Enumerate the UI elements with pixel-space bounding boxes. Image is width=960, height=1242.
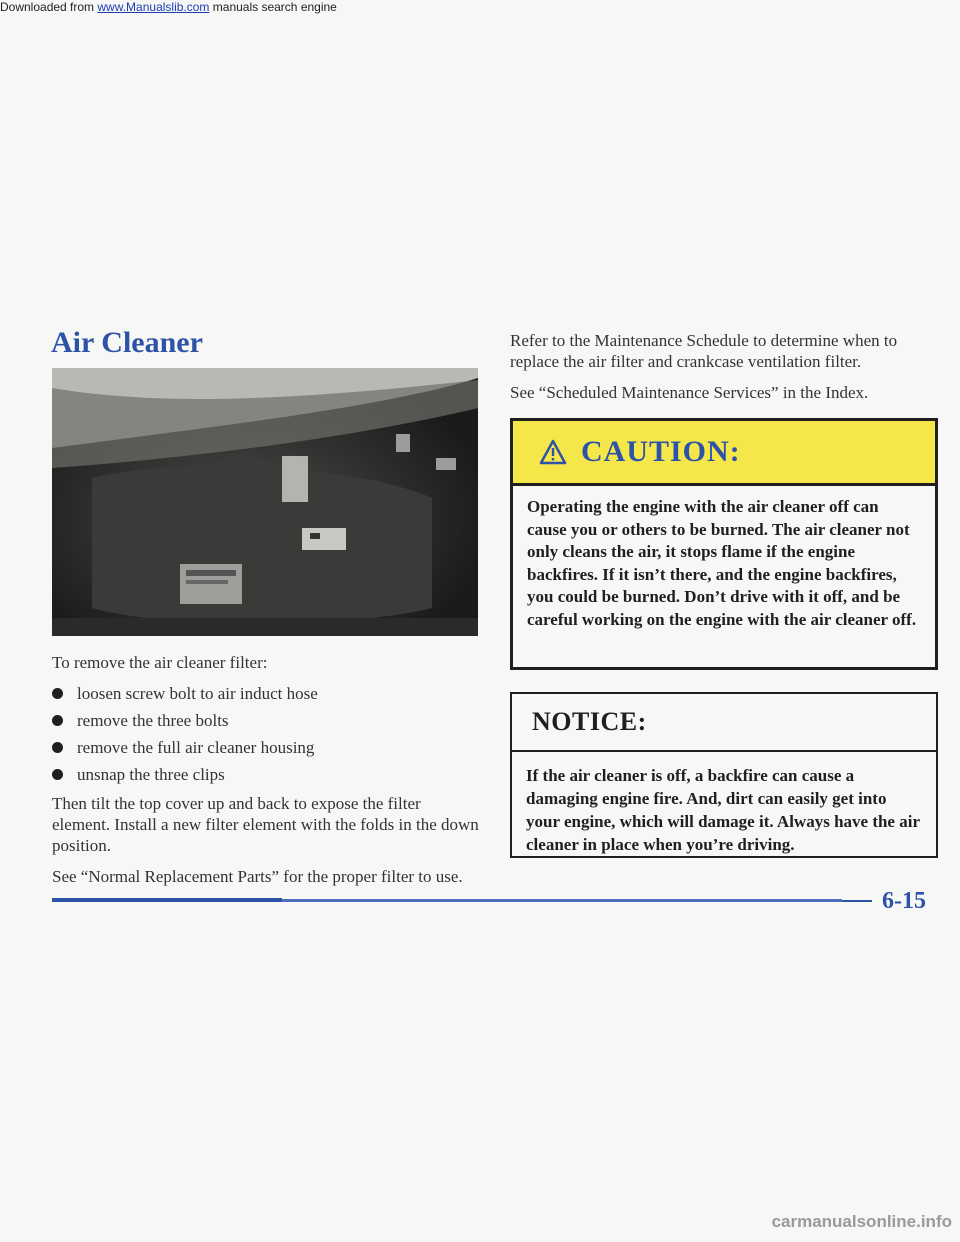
bullet-icon: [52, 715, 63, 726]
install-paragraph: Then tilt the top cover up and back to expose the filter element. Install a new filter element with the folds in the down position.: [52, 794, 479, 855]
schedule-paragraph: Refer to the Maintenance Schedule to determine when to replace the air filter and crankcase ventilation filter.: [510, 331, 898, 371]
removal-step: loosen screw bolt to air induct hose: [52, 683, 482, 704]
notice-box: [510, 692, 938, 858]
warning-triangle-icon: [539, 439, 567, 465]
left-column: [52, 652, 482, 897]
removal-steps: [52, 683, 482, 785]
bullet-icon: [52, 769, 63, 780]
watermark-prefix: Downloaded from: [0, 0, 98, 14]
removal-step: unsnap the three clips: [52, 764, 482, 785]
caution-title: CAUTION:: [581, 435, 741, 468]
page-number: 6-15: [882, 888, 926, 914]
notice-title: NOTICE:: [532, 707, 647, 736]
footer-rule: [282, 899, 842, 902]
caution-box: [510, 418, 938, 670]
site-watermark: carmanualsonline.info: [771, 1212, 952, 1231]
bullet-icon: [52, 742, 63, 753]
caution-header: [513, 421, 935, 486]
removal-step: remove the three bolts: [52, 710, 482, 731]
removal-intro: To remove the air cleaner filter:: [52, 653, 268, 672]
caution-text: Operating the engine with the air cleaner off can cause you or others to be burned. The air cleaner not only cleans the air, it stops flame if the engine backfires. If it isn’t there, and the engine backfires, you could be burned. Don’t drive with it off, and be careful working on the engine with the air cleaner off.: [527, 497, 917, 629]
download-watermark: [0, 0, 337, 14]
section-title: Air Cleaner: [51, 326, 203, 359]
footer-rule: [52, 898, 282, 902]
notice-text: If the air cleaner is off, a backfire can cause a damaging engine fire. And, dirt can easily get into your engine, which will damage it. Always have the air cleaner in place when you’re driving.: [526, 766, 920, 854]
notice-header: [512, 694, 936, 752]
bullet-icon: [52, 688, 63, 699]
removal-step: remove the full air cleaner housing: [52, 737, 482, 758]
footer-rule: [842, 900, 872, 902]
air-cleaner-photo: [52, 368, 478, 636]
engine-bay-image: [52, 368, 478, 636]
watermark-suffix: manuals search engine: [209, 0, 337, 14]
index-reference: See “Scheduled Maintenance Services” in the Index.: [510, 383, 869, 402]
parts-reference: See “Normal Replacement Parts” for the proper filter to use.: [52, 867, 463, 886]
manualslib-link[interactable]: www.Manualslib.com: [97, 0, 210, 14]
right-column: [510, 330, 938, 413]
